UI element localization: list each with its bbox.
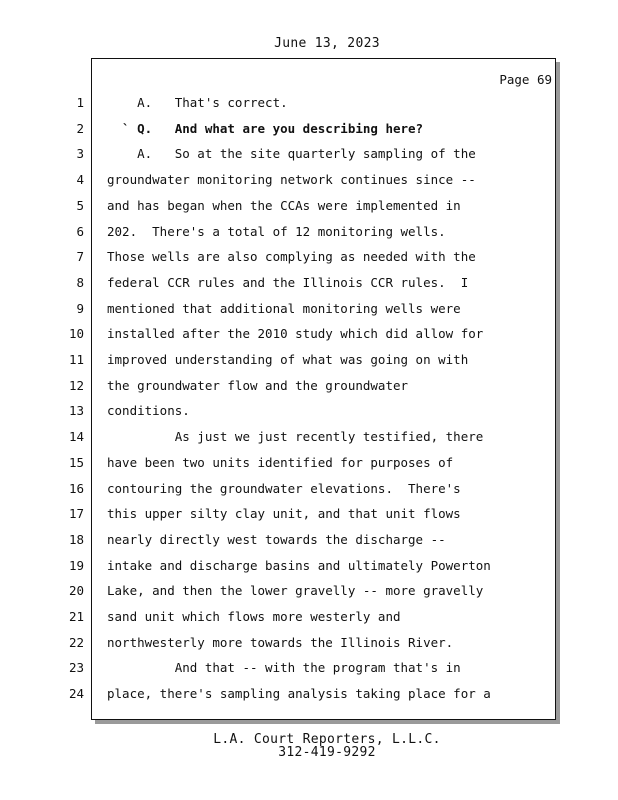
line-number: 15	[68, 455, 84, 470]
line-number: 19	[68, 558, 84, 573]
line-number: 17	[68, 506, 84, 521]
line-text: have been two units identified for purposes of	[107, 455, 454, 470]
line-text: conditions.	[107, 403, 190, 418]
line-number: 21	[68, 609, 84, 624]
footer-company: L.A. Court Reporters, L.L.C.	[213, 732, 441, 747]
line-text: Those wells are also complying as needed with the	[107, 249, 476, 264]
line-number: 13	[68, 403, 84, 418]
line-text: sand unit which flows more westerly and	[107, 609, 401, 624]
line-text: 202. There's a total of 12 monitoring wells.	[107, 224, 446, 239]
line-text: A. That's correct.	[107, 95, 288, 110]
line-text: contouring the groundwater elevations. There's	[107, 481, 461, 496]
line-number: 8	[76, 275, 84, 290]
transcript-date: June 13, 2023	[274, 36, 380, 51]
line-text: A. So at the site quarterly sampling of the	[107, 146, 476, 161]
line-number: 12	[68, 378, 84, 393]
line-number: 14	[68, 429, 84, 444]
line-text: ` Q. And what are you describing here?	[107, 121, 424, 136]
line-text: federal CCR rules and the Illinois CCR rules. I	[107, 275, 469, 290]
line-number: 22	[68, 635, 84, 650]
line-number: 1	[76, 95, 84, 110]
line-text: And that -- with the program that's in	[107, 660, 461, 675]
line-text: and has began when the CCAs were implemented in	[107, 198, 461, 213]
line-text: improved understanding of what was going on with	[107, 352, 469, 367]
line-number: 20	[68, 583, 84, 598]
line-text: northwesterly more towards the Illinois River.	[107, 635, 454, 650]
line-number: 18	[68, 532, 84, 547]
line-number: 24	[68, 686, 84, 701]
line-text: place, there's sampling analysis taking place for a	[107, 686, 491, 701]
line-number: 5	[76, 198, 84, 213]
line-number: 6	[76, 224, 84, 239]
line-number: 9	[76, 301, 84, 316]
line-number: 7	[76, 249, 84, 264]
line-text: intake and discharge basins and ultimately Powerton	[107, 558, 491, 573]
line-text: the groundwater flow and the groundwater	[107, 378, 409, 393]
footer	[0, 733, 618, 759]
line-number: 16	[68, 481, 84, 496]
line-text: this upper silty clay unit, and that unit flows	[107, 506, 461, 521]
line-number: 11	[68, 352, 84, 367]
line-text: Lake, and then the lower gravelly -- more gravelly	[107, 583, 484, 598]
line-number: 2	[76, 121, 84, 136]
page-number: Page 69	[499, 72, 552, 87]
line-number: 23	[68, 660, 84, 675]
line-text: nearly directly west towards the discharge --	[107, 532, 446, 547]
line-text: installed after the 2010 study which did allow for	[107, 326, 484, 341]
line-number: 4	[76, 172, 84, 187]
line-text: groundwater monitoring network continues since --	[107, 172, 476, 187]
line-text: As just we just recently testified, there	[107, 429, 484, 444]
footer-phone: 312-419-9292	[278, 745, 376, 760]
line-number: 3	[76, 146, 84, 161]
line-text: mentioned that additional monitoring wells were	[107, 301, 461, 316]
line-number: 10	[68, 326, 84, 341]
